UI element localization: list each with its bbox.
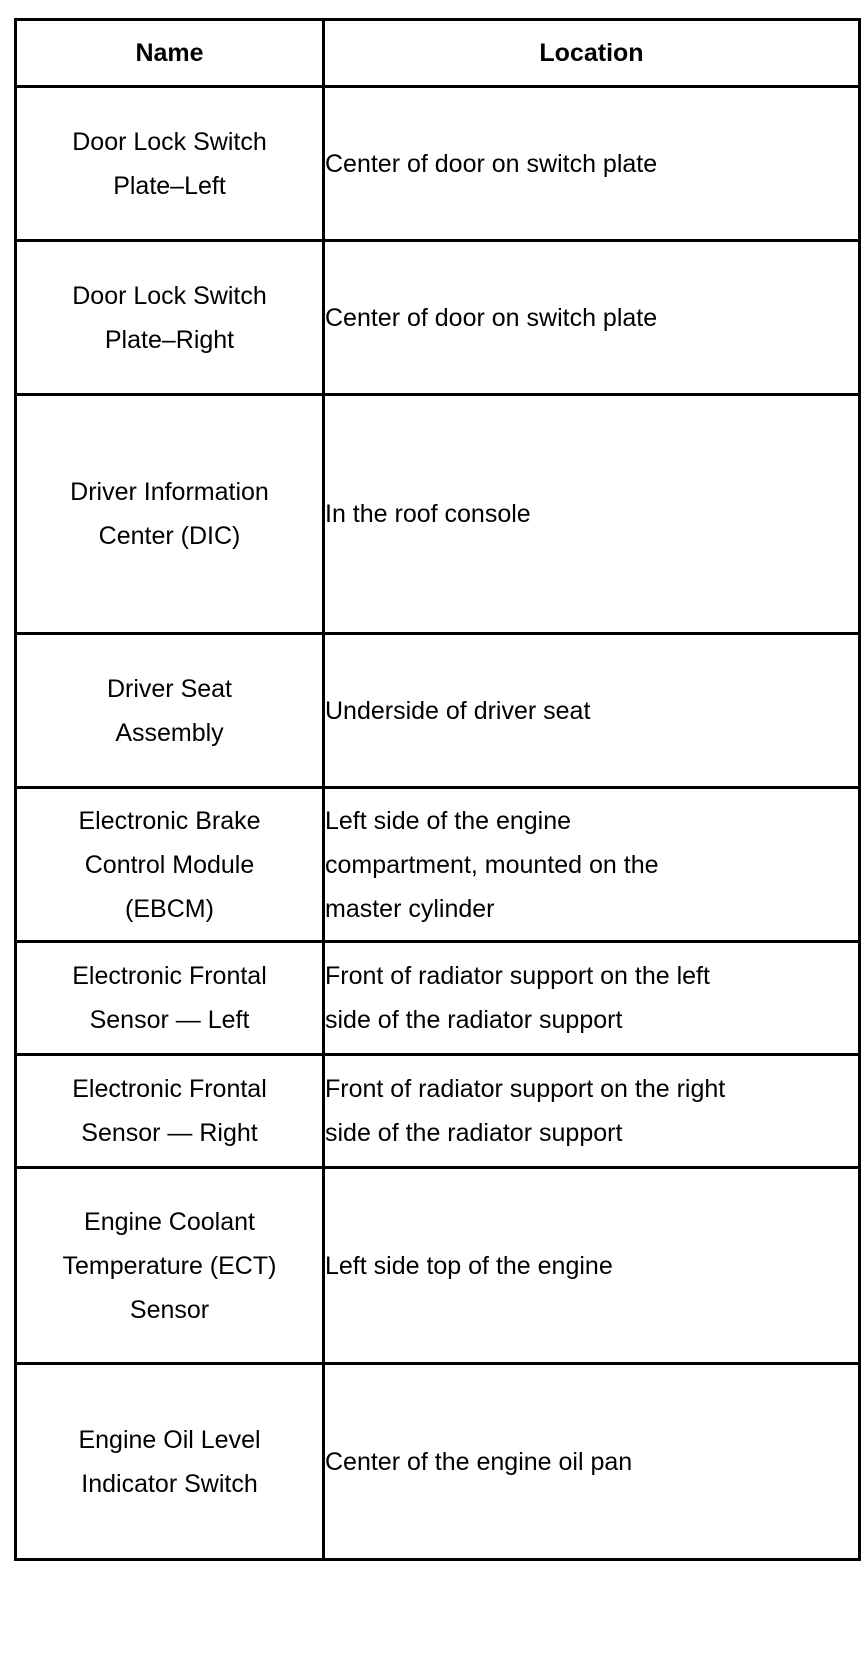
location-cell: Center of door on switch plate: [324, 87, 860, 241]
location-cell: Underside of driver seat: [324, 634, 860, 788]
name-cell: Driver Seat Assembly: [16, 634, 324, 788]
name-cell: Engine Coolant Temperature (ECT) Sensor: [16, 1168, 324, 1364]
header-name: Name: [16, 20, 324, 87]
name-cell: Engine Oil Level Indicator Switch: [16, 1364, 324, 1560]
location-cell: Front of radiator support on the right side of the radiator support: [324, 1055, 860, 1168]
location-cell: In the roof console: [324, 395, 860, 634]
table-row: [16, 1168, 860, 1364]
location-cell: Center of door on switch plate: [324, 241, 860, 395]
table-row: [16, 1364, 860, 1560]
name-cell: Driver Information Center (DIC): [16, 395, 324, 634]
location-cell: Center of the engine oil pan: [324, 1364, 860, 1560]
location-cell: Front of radiator support on the left side of the radiator support: [324, 942, 860, 1055]
table-row: [16, 634, 860, 788]
header-row: [16, 20, 860, 87]
table-row: [16, 87, 860, 241]
name-cell: Electronic Frontal Sensor — Left: [16, 942, 324, 1055]
component-location-table: [14, 18, 861, 1561]
table-row: [16, 241, 860, 395]
table-row: [16, 395, 860, 634]
name-cell: Door Lock Switch Plate–Right: [16, 241, 324, 395]
table-row: [16, 788, 860, 942]
name-cell: Electronic Brake Control Module (EBCM): [16, 788, 324, 942]
name-cell: Door Lock Switch Plate–Left: [16, 87, 324, 241]
header-location: Location: [324, 20, 860, 87]
name-cell: Electronic Frontal Sensor — Right: [16, 1055, 324, 1168]
location-cell: Left side of the engine compartment, mounted on the master cylinder: [324, 788, 860, 942]
location-cell: Left side top of the engine: [324, 1168, 860, 1364]
table-row: [16, 942, 860, 1055]
table-row: [16, 1055, 860, 1168]
